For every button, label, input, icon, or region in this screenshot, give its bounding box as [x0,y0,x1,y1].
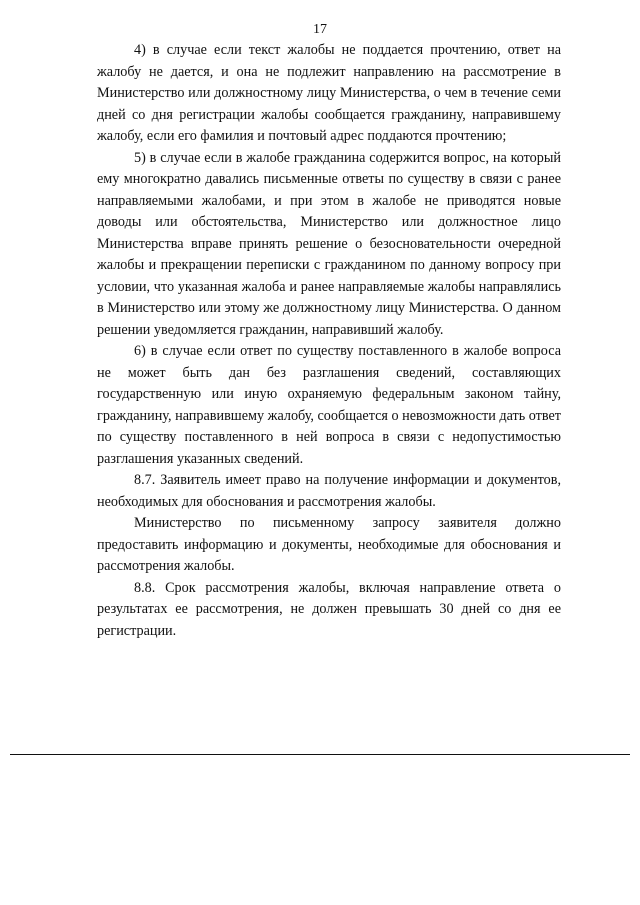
paragraph-item-5: 5) в случае если в жалобе гражданина содержится вопрос, на который ему многократно давались письменные ответы по существу в связи с ранее направляемыми жалобами, и при этом в жалобе не приводятся новые доводы или обстоятельства, Министерство или должностное лицо Министерства вправе принять решение о безосновательности очередной жалобы и прекращении переписки с гражданином по данному вопросу при условии, что указанная жалоба и ранее направляемые жалобы направлялись в Министерство или этому же должностному лицу Министерства. О данном решении уведомляется гражданин, направивший жалобу. [97,149,561,338]
page-number: 17 [313,22,327,37]
paragraph-8-7: 8.7. Заявитель имеет право на получение информации и документов, необходимых для обоснования и рассмотрения жалобы. [97,472,561,510]
document-body [97,40,561,642]
footer-divider [10,754,630,755]
paragraph-8-8: 8.8. Срок рассмотрения жалобы, включая направление ответа о результатах ее рассмотрения, не должен превышать 30 дней со дня ее регистрации. [97,579,561,639]
paragraph-item-6: 6) в случае если ответ по существу поставленного в жалобе вопроса не может быть дан без разглашения сведений, составляющих государственную или иную охраняемую федеральным законом тайну, гражданину, направившему жалобу, сообщается о невозможности дать ответ по существу поставленного в ней вопроса в связи с недопустимостью разглашения указанных сведений. [97,343,561,467]
paragraph-ministry-obligation: Министерство по письменному запросу заявителя должно предоставить информацию и документы, необходимые для обоснования и рассмотрения жалобы. [97,515,561,574]
paragraph-item-4: 4) в случае если текст жалобы не поддается прочтению, ответ на жалобу не дается, и она не подлежит направлению на рассмотрение в Министерство или должностному лицу Министерства, о чем в течение семи дней со дня регистрации жалобы сообщается гражданину, направившему жалобу, если его фамилия и почтовый адрес поддаются прочтению; [97,42,561,144]
